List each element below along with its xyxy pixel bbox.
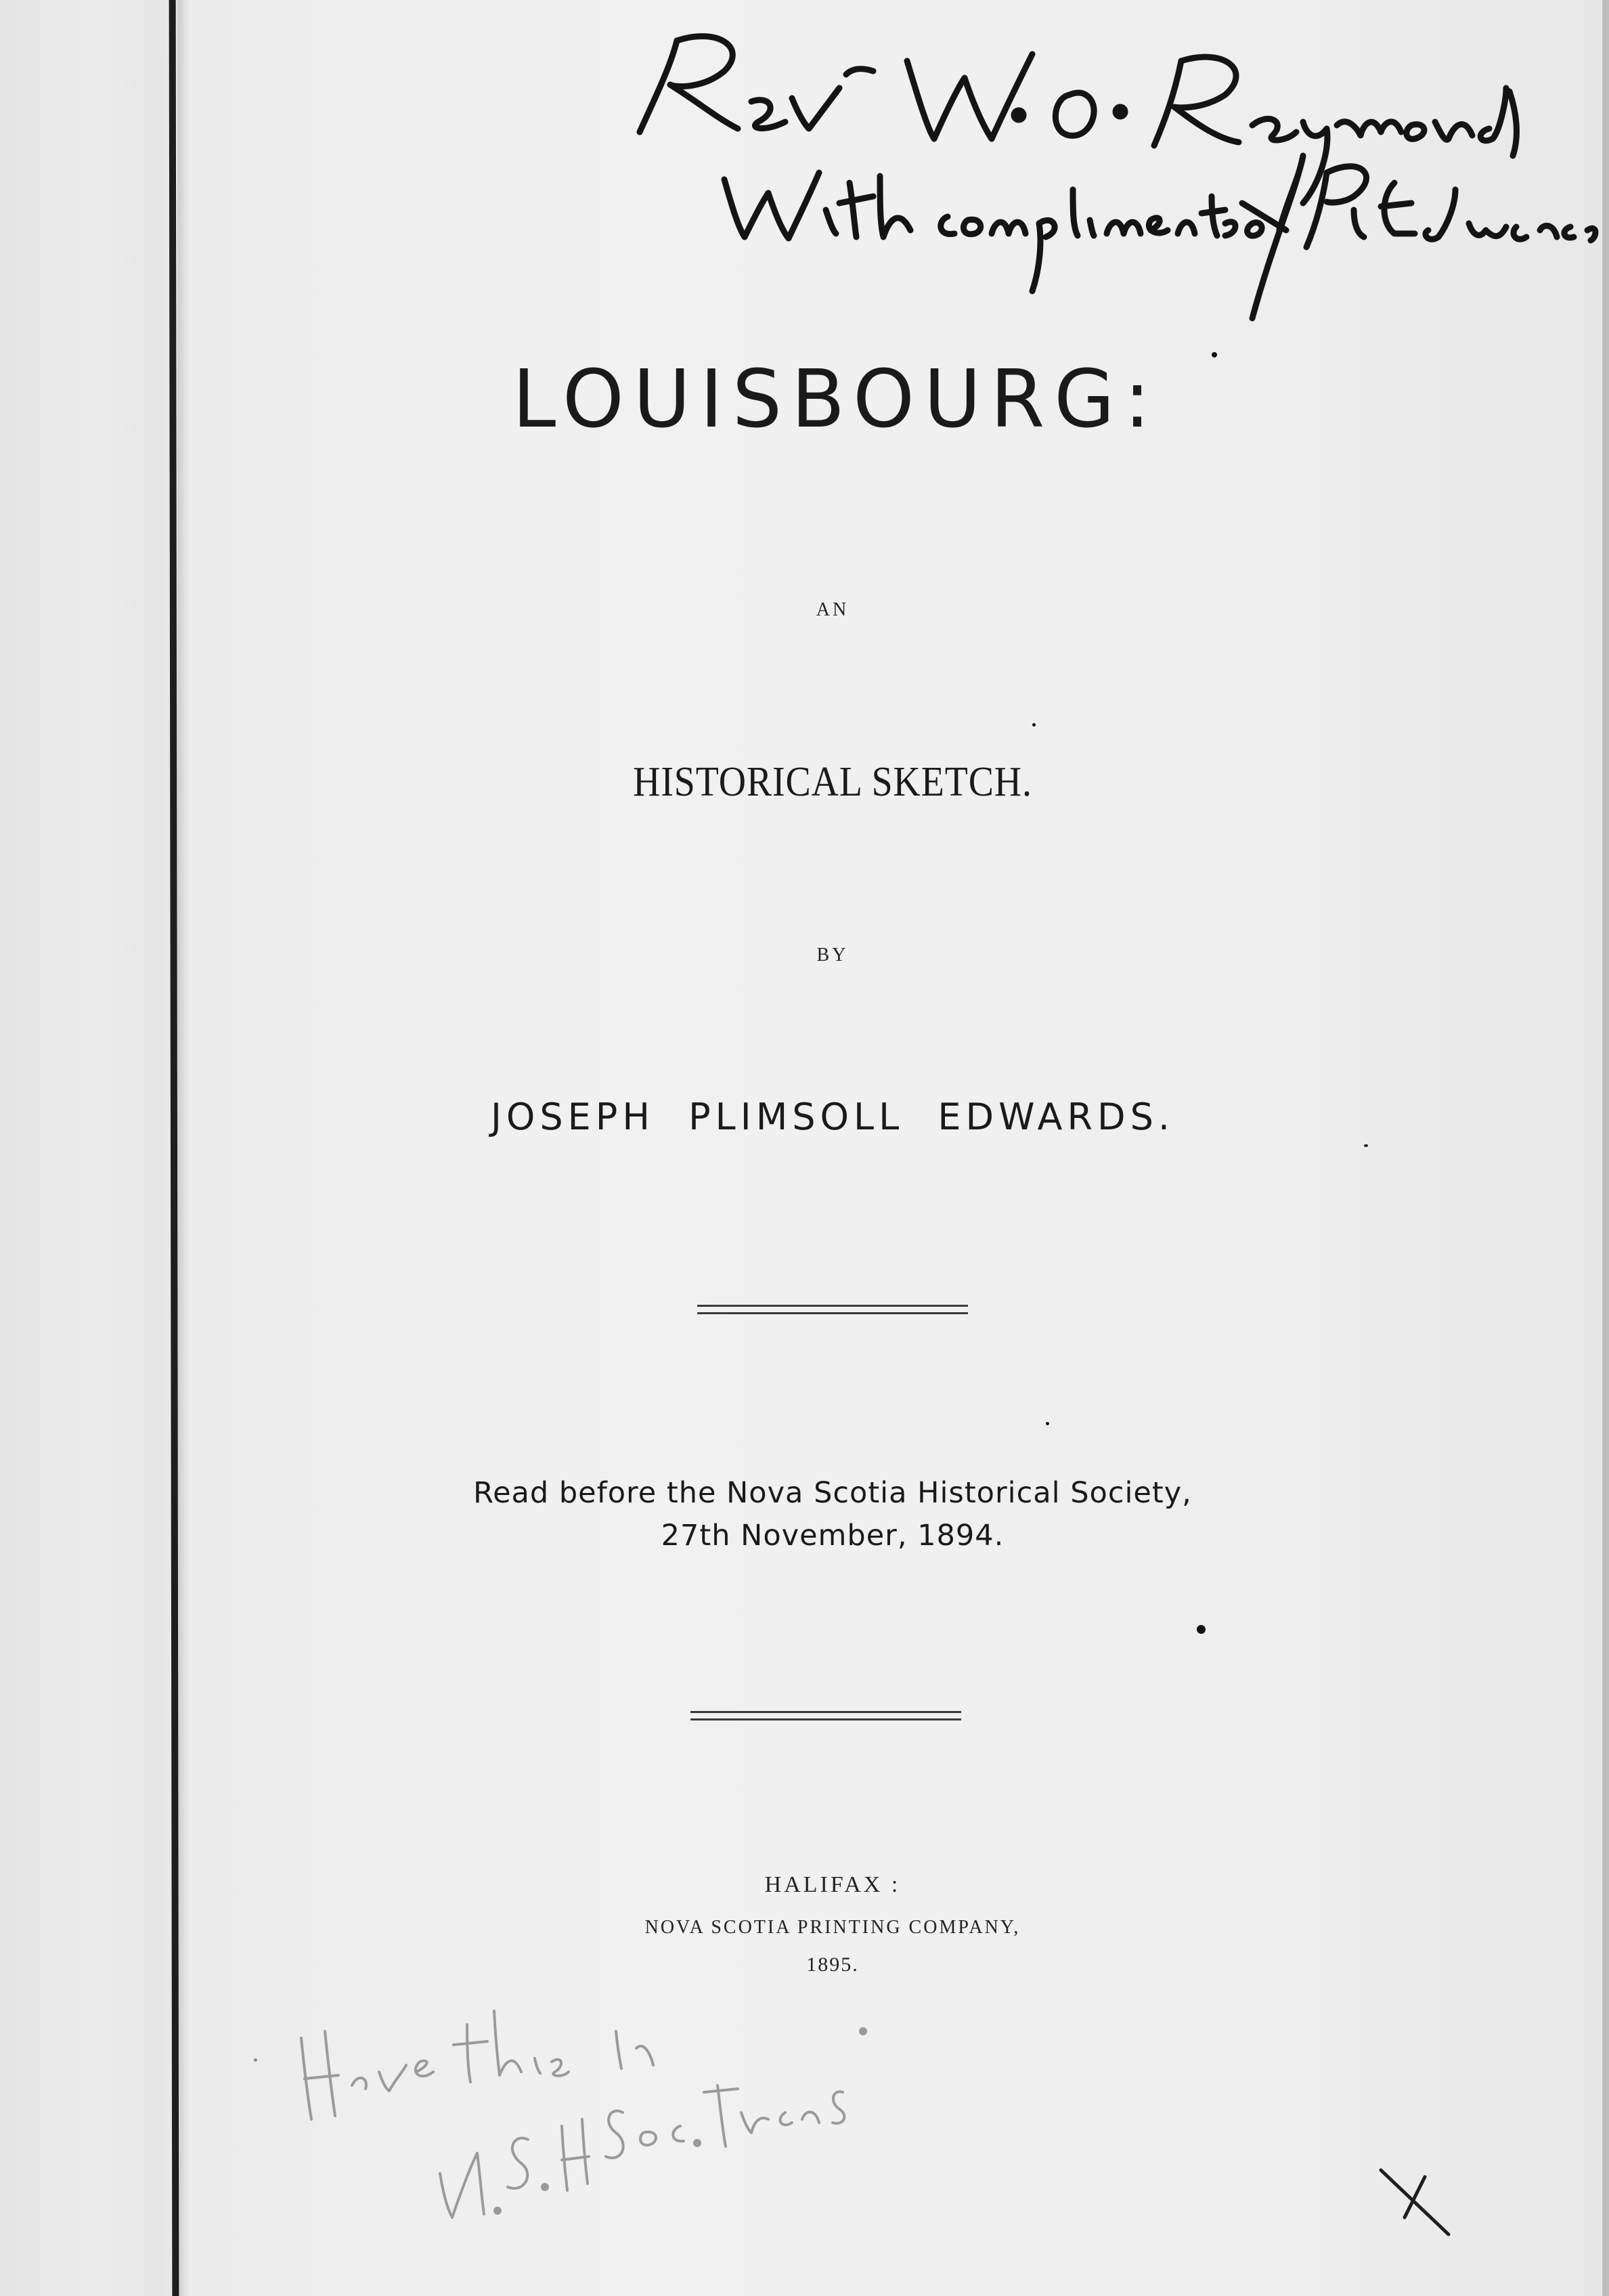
imprint-city: HALIFAX : — [764, 1872, 901, 1897]
ink-speck — [1032, 723, 1036, 727]
ink-speck — [1046, 1422, 1049, 1425]
author-name: JOSEPH PLIMSOLL EDWARDS. — [490, 1096, 1175, 1138]
page-title: LOUISBOURG: — [512, 352, 1160, 446]
subtitle: HISTORICAL SKETCH. — [633, 759, 1032, 805]
inscription-line-1 — [0, 0, 1, 1]
imprint-year: 1895. — [806, 1953, 859, 1976]
imprint-printer: NOVA SCOTIA PRINTING COMPANY, — [644, 1917, 1021, 1938]
margin-x-mark — [1381, 2170, 1449, 2234]
double-rule-top — [697, 1305, 968, 1314]
ink-speck — [1212, 352, 1217, 358]
handwriting-transcription — [0, 0, 1, 1]
subtitle-article: AN — [816, 599, 850, 620]
page-right-edge — [1602, 0, 1609, 2296]
byline-label: BY — [816, 945, 849, 966]
ink-speck — [1197, 1625, 1206, 1634]
double-rule-bottom — [690, 1711, 961, 1720]
reading-note-line-1: Read before the Nova Scotia Historical Society, — [473, 1476, 1192, 1510]
binding-shadow — [177, 0, 190, 2296]
reading-note-line-2: 27th November, 1894. — [661, 1519, 1005, 1553]
ink-speck — [1364, 1144, 1368, 1147]
pencil-speck — [254, 2058, 257, 2062]
